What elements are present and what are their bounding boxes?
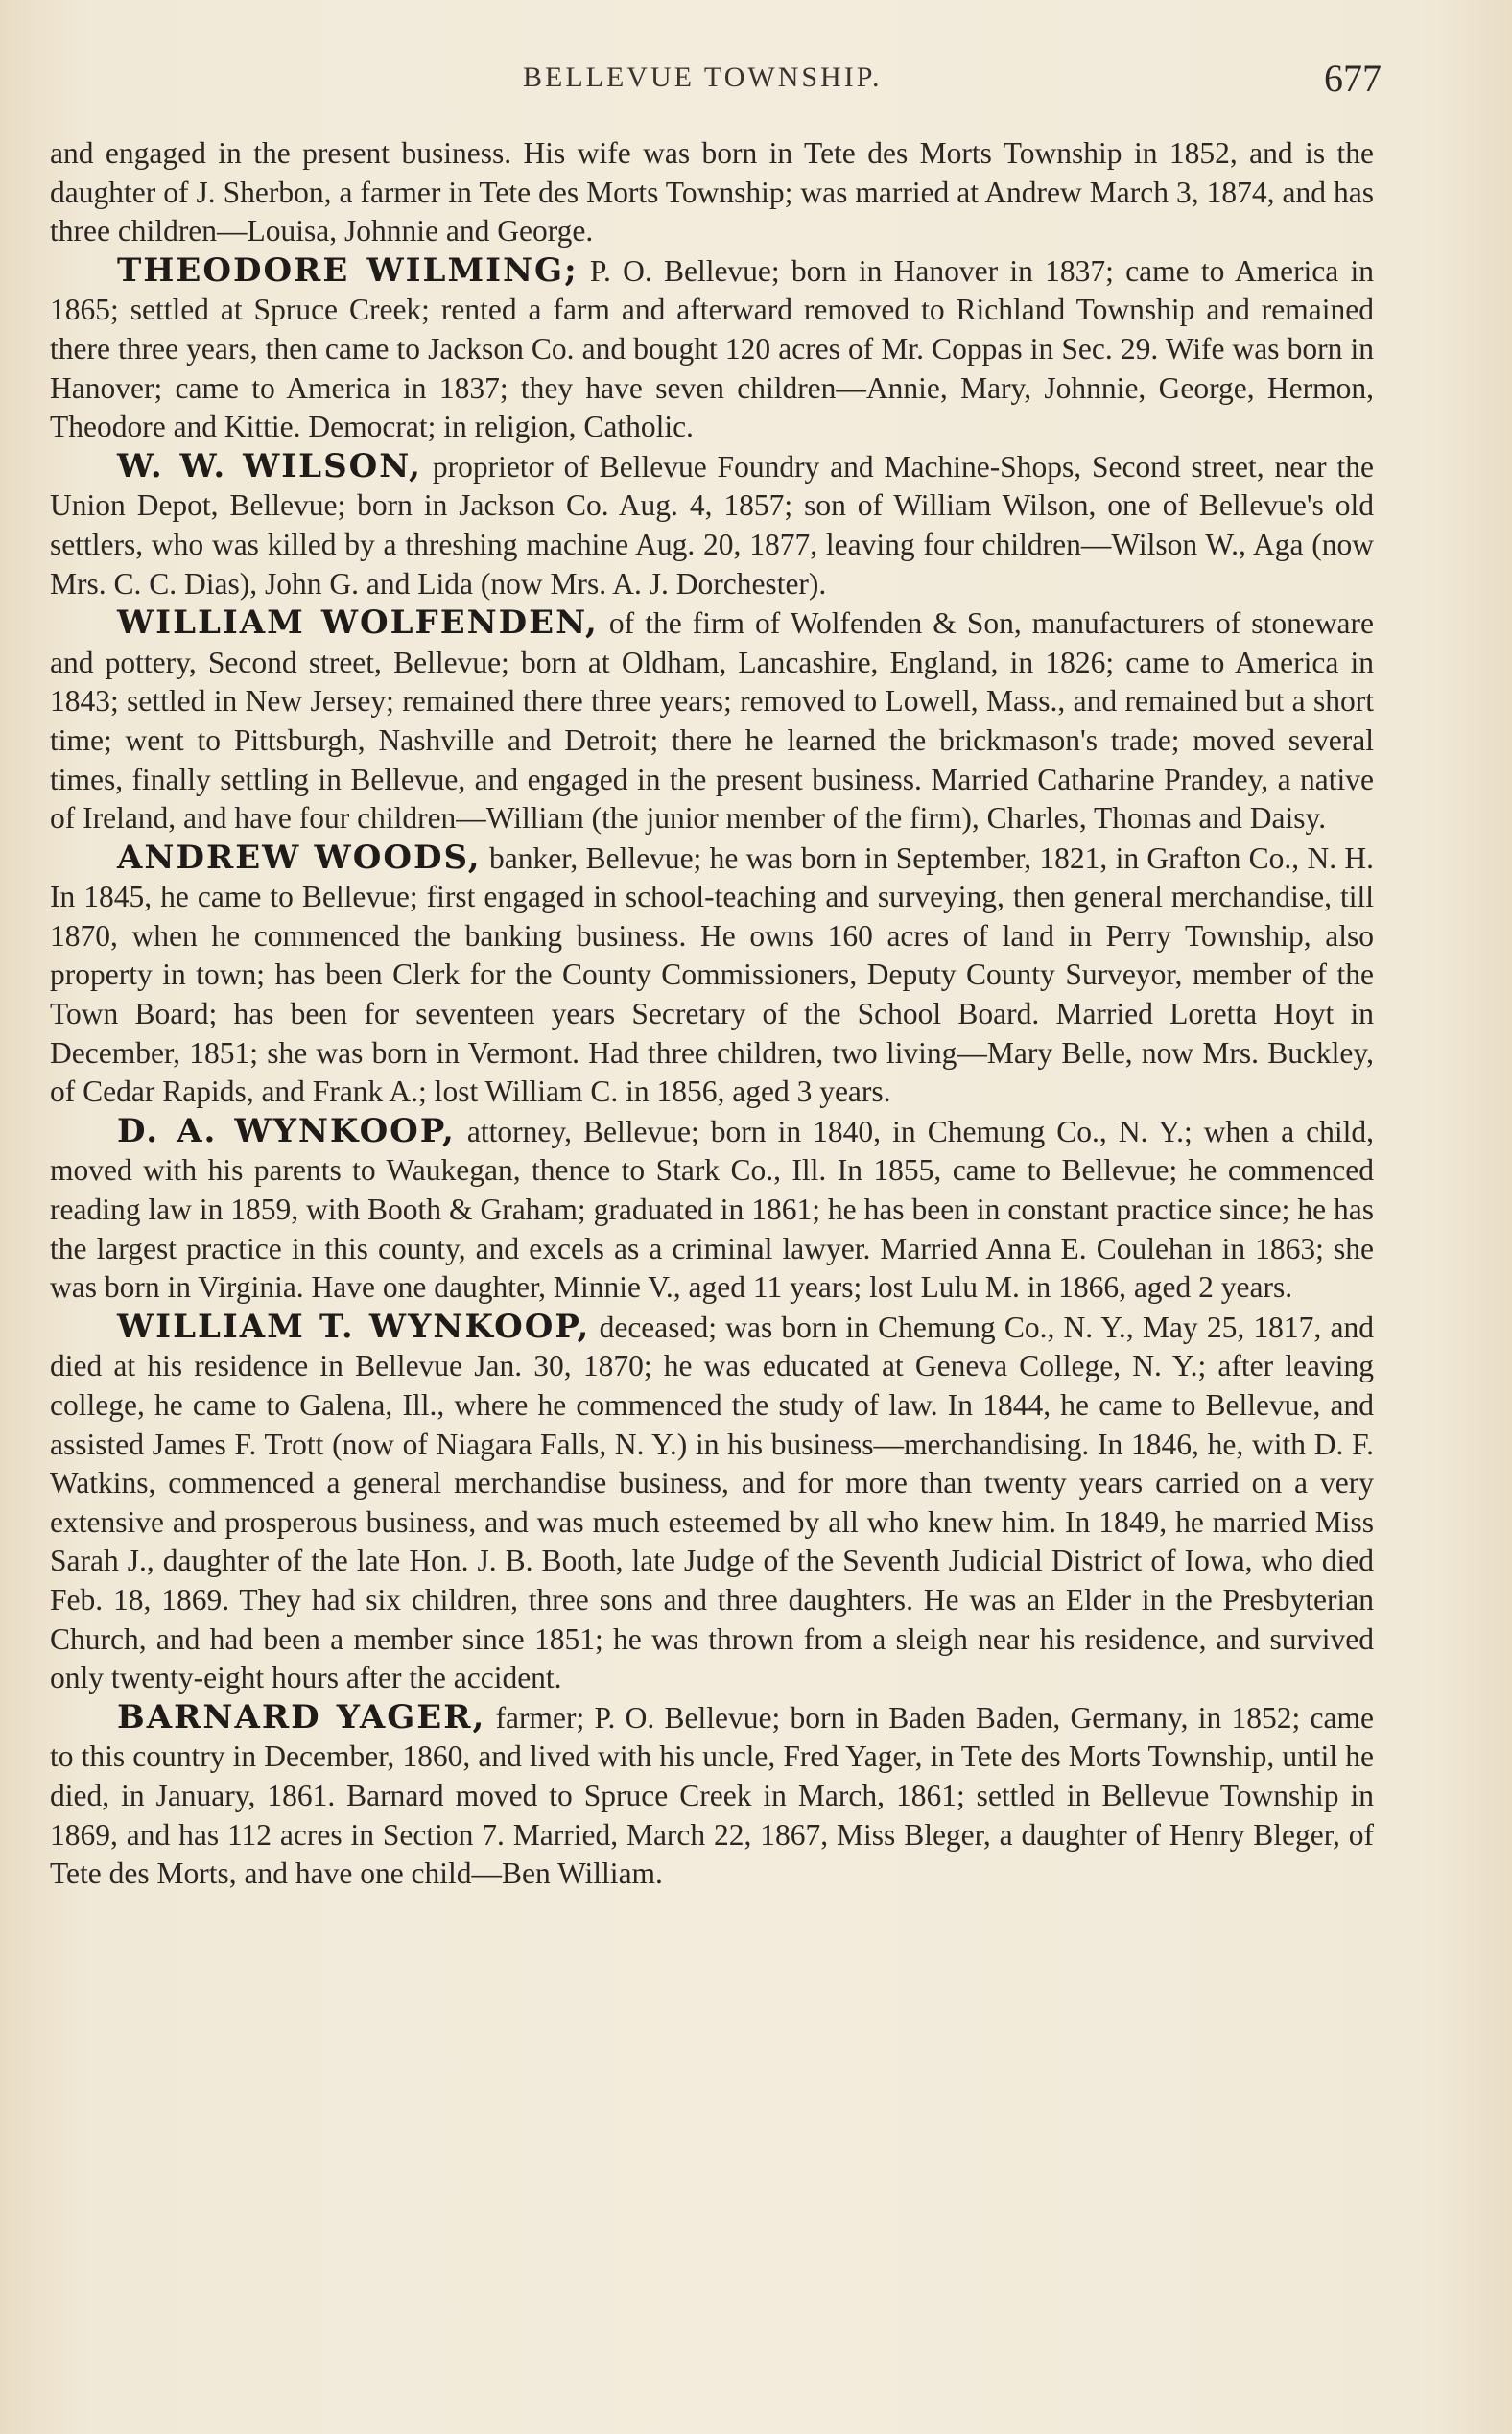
entry-text: deceased; was born in Chemung Co., N. Y., May 25, 1817, and died at his residence in Bellevue Jan. 30, 1870; he was educated at Geneva College, N. Y.; after leaving college, he came to Galena, Ill., where he commenced the study of law. In 1844, he came to Bellevue, and assisted James F. Trott (now of Niagara Falls, N. Y.) in his business—merchandising. In 1846, he, with D. F. Watkins, commenced a general merchandise business, and for more than twenty years carried on a very extensive and prosperous business, and was much esteemed by all who knew him. In 1849, he married Miss Sarah J., daughter of the late Hon. J. B. Booth, late Judge of the Seventh Judicial District of Iowa, who died Feb. 18, 1869. They had six children, three sons and three daughters. He was an Elder in the Presbyterian Church, and had been a member since 1851; he was thrown from a sleigh near his residence, and survived only twenty-eight hours after the accident.: [50, 1310, 1374, 1695]
entry-text: of the firm of Wolfenden & Son, manufacturers of stoneware and pottery, Second street, Bellevue; born at Oldham, Lancashire, England, in 1826; came to America in 1843; settled in New Jersey; remained there three years; removed to Lowell, Mass., and remained but a short time; went to Pittsburgh, Nashville and Detroit; there he learned the brickmason's trade; moved several times, finally settling in Bellevue, and engaged in the present business. Married Catharine Prandey, a native of Ireland, and have four children—William (the junior member of the firm), Charles, Thomas and Daisy.: [50, 606, 1375, 836]
entry-name: W. W. WILSON,: [117, 446, 422, 485]
entry-text: P. O. Bellevue; born in Hanover in 1837; came to America in 1865; settled at Spruce Creek; rented a farm and afterward removed to Richland Township and remained there three years, then came to Jackson Co. and bought 120 acres of Mr. Coppas in Sec. 29. Wife was born in Hanover; came to America in 1837; they have seven children—Annie, Mary, Johnnie, George, Hermon, Theodore and Kittie. Democrat; in religion, Catholic.: [50, 253, 1375, 444]
entry-text: farmer; P. O. Bellevue; born in Baden Baden, Germany, in 1852; came to this country in December, 1860, and lived with his uncle, Fred Yager, in Tete des Morts Township, until he died, in January, 1861. Barnard moved to Spruce Creek in March, 1861; settled in Bellevue Township in 1869, and has 112 acres in Section 7. Married, March 22, 1867, Miss Bleger, a daughter of Henry Bleger, of Tete des Morts, and have one child—Ben William.: [50, 1700, 1374, 1891]
entry-barnard-yager: [50, 1698, 1374, 1894]
entry-name: WILLIAM T. WYNKOOP,: [117, 1307, 591, 1346]
entry-name: WILLIAM WOLFENDEN,: [117, 603, 599, 643]
entry-name: D. A. WYNKOOP,: [117, 1111, 456, 1150]
entry-w-w-wilson: [50, 447, 1374, 603]
page-number: 677: [1324, 57, 1382, 100]
entry-text: and engaged in the present business. His wife was born in Tete des Morts Township in 1852, and is the daughter of J. Sherbon, a farmer in Tete des Morts Township; was married at Andrew March 3, 1874, and has three children—Louisa, Johnnie and George.: [50, 136, 1374, 248]
entry-name: ANDREW WOODS,: [117, 838, 482, 877]
entry-text: attorney, Bellevue; born in 1840, in Chemung Co., N. Y.; when a child, moved with his parents to Waukegan, thence to Stark Co., Ill. In 1855, came to Bellevue; he commenced reading law in 1859, with Booth & Graham; graduated in 1861; he has been in constant practice since; he has the largest practice in this county, and excels as a criminal lawyer. Married Anna E. Coulehan in 1863; she was born in Virginia. Have one daughter, Minnie V., aged 11 years; lost Lulu M. in 1866, aged 2 years.: [50, 1114, 1374, 1305]
biography-text: [50, 134, 1374, 1894]
page-header: [134, 56, 1382, 113]
entry-name: THEODORE WILMING;: [117, 250, 579, 290]
entry-name: BARNARD YAGER,: [117, 1697, 486, 1737]
entry-andrew-woods: [50, 839, 1374, 1112]
entry-william-wolfenden: [50, 603, 1374, 839]
entry-theodore-wilming: [50, 251, 1374, 447]
entry-william-t-wynkoop: [50, 1308, 1374, 1698]
running-title: BELLEVUE TOWNSHIP.: [523, 61, 883, 93]
entry-d-a-wynkoop: [50, 1112, 1374, 1308]
entry-text: banker, Bellevue; he was born in September, 1821, in Grafton Co., N. H. In 1845, he came to Bellevue; first engaged in school-teaching and surveying, then general merchandise, till 1870, when he commenced the banking business. He owns 160 acres of land in Perry Township, also property in town; has been Clerk for the County Commissioners, Deputy County Surveyor, member of the Town Board; has been for seventeen years Secretary of the School Board. Married Loretta Hoyt in December, 1851; she was born in Vermont. Had three children, two living—Mary Belle, now Mrs. Buckley, of Cedar Rapids, and Frank A.; lost William C. in 1856, aged 3 years.: [50, 840, 1375, 1109]
entry-text: proprietor of Bellevue Foundry and Machine-Shops, Second street, near the Union Depot, Bellevue; born in Jackson Co. Aug. 4, 1857; son of William Wilson, one of Bellevue's old settlers, who was killed by a threshing machine Aug. 20, 1877, leaving four children—Wilson W., Aga (now Mrs. C. C. Dias), John G. and Lida (now Mrs. A. J. Dorchester).: [50, 449, 1374, 601]
entry-continuation: [50, 134, 1374, 251]
